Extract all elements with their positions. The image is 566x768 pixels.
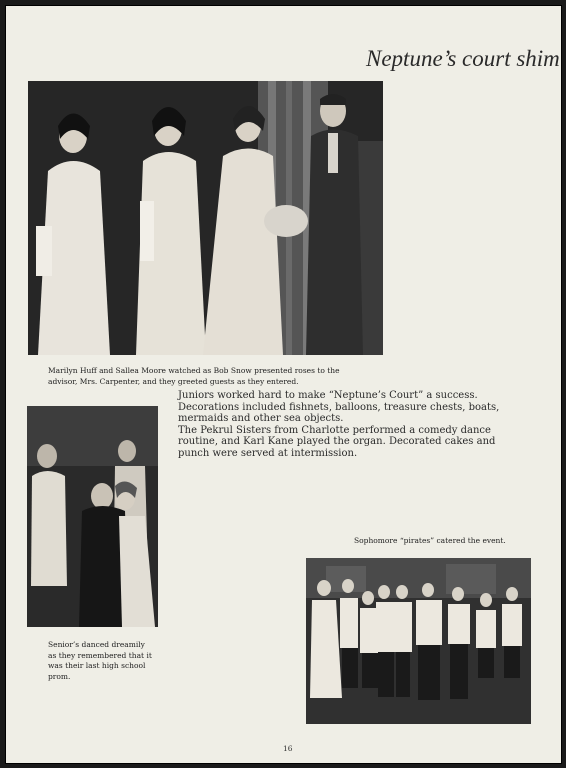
dance-caption-line: prom. bbox=[48, 671, 71, 681]
court-photo bbox=[28, 81, 383, 355]
article-line: The Pekrul Sisters from Charlotte performed a comedy dance bbox=[178, 424, 491, 436]
pirates-photo bbox=[306, 558, 531, 724]
court-caption bbox=[48, 366, 388, 387]
page-number: 16 bbox=[283, 744, 293, 753]
dance-caption-line: as they remembered that it bbox=[48, 650, 152, 660]
dance-photo bbox=[27, 406, 158, 627]
article-line: routine, and Karl Kane played the organ. Decorated cakes and bbox=[178, 436, 496, 448]
article-line: punch were served at intermission. bbox=[178, 447, 358, 459]
article-line: mermaids and other sea objects. bbox=[178, 413, 344, 425]
dance-caption-line: was their last high school bbox=[48, 661, 146, 670]
pirates-caption: Sophomore “pirates” catered the event. bbox=[354, 536, 506, 545]
article-text bbox=[178, 390, 550, 460]
court-caption-line: advisor, Mrs. Carpenter, and they greeted guests as they entered. bbox=[48, 376, 299, 386]
page-heading: Neptune’s court shim bbox=[366, 46, 560, 71]
court-caption-line: Marilyn Huff and Sallea Moore watched as Bob Snow presented roses to the bbox=[48, 366, 340, 375]
yearbook-page bbox=[5, 5, 562, 764]
dance-caption bbox=[48, 640, 168, 682]
article-line: Juniors worked hard to make “Neptune’s Court” a success. bbox=[178, 390, 478, 401]
article-line: Decorations included fishnets, balloons, treasure chests, boats, bbox=[178, 401, 500, 413]
dance-caption-line: Senior’s danced dreamily bbox=[48, 640, 145, 649]
